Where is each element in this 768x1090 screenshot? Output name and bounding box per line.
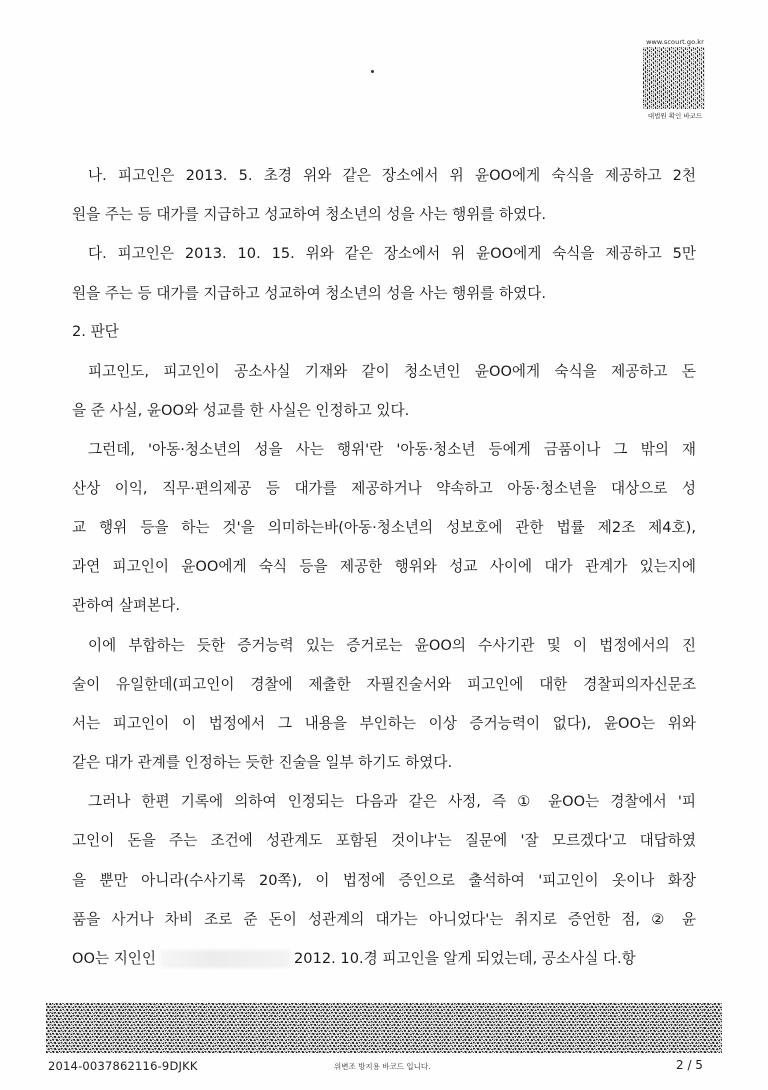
- paragraph-line: 과연 피고인이 윤OO에게 숙식 등을 제공한 행위와 성교 사이에 대가 관계가 있는지에: [72, 558, 696, 575]
- paragraph-line: 품을 사거나 차비 조로 준 돈이 성관계의 대가는 아니었다'는 취지로 증언한 점, ② 윤: [72, 911, 696, 928]
- paragraph-line: 이에 부합하는 듯한 증거능력 있는 증거로는 윤OO의 수사기관 및 이 법정에서의 진: [88, 637, 696, 654]
- paragraph-line: 다. 피고인은 2013. 10. 15. 위와 같은 장소에서 위 윤OO에게 숙식을 제공하고 5만: [88, 245, 696, 262]
- qr-caption-text: 대법원 확인 바코드: [647, 112, 703, 120]
- paragraph-line: 서는 피고인이 이 법정에서 그 내용을 부인하는 이상 증거능력이 없다), 윤OO는 위와: [72, 715, 696, 732]
- paragraph-line: 고인이 돈을 주는 조건에 성관계도 포함된 것이냐'는 질문에 '잘 모르겠다'고 대답하였: [72, 832, 696, 849]
- qr-url-text: www.scourt.go.kr: [646, 38, 704, 46]
- paragraph-line: 그러나 한편 기록에 의하여 인정되는 다음과 같은 사정, 즉 ① 윤OO는 경찰에서 '피: [88, 793, 696, 810]
- section-heading: 2. 판단: [72, 323, 119, 340]
- paragraph-line: 산상 이익, 직무·편의제공 등 대가를 제공하거나 약속하고 아동·청소년을 대상으로 성: [72, 480, 696, 497]
- paragraph-line: 피고인도, 피고인이 공소사실 기재와 같이 청소년인 윤OO에게 숙식을 제공하고 돈: [88, 363, 696, 380]
- paragraph-line: 나. 피고인은 2013. 5. 초경 위와 같은 장소에서 위 윤OO에게 숙식을 제공하고 2천: [88, 167, 696, 184]
- paragraph-line: 그런데, '아동·청소년의 성을 사는 행위'란 '아동·청소년 등에게 금품이나 그 밖의 재: [88, 441, 696, 458]
- paragraph-line: 술이 유일한데(피고인이 경찰에 제출한 자필진술서와 피고인에 대한 경찰피의자신문조: [72, 676, 696, 693]
- anti-forgery-barcode-icon: [46, 1003, 722, 1053]
- redacted-region: [160, 950, 290, 968]
- paragraph-line: 을 뿐만 아니라(수사기록 20쪽), 이 법정에 증인으로 출석하여 '피고인이 옷이나 화장: [72, 872, 696, 889]
- paragraph-line: 교 행위 등을 하는 것'을 의미하는바(아동·청소년의 성보호에 관한 법률 제2조 제4호),: [72, 519, 696, 536]
- line-prefix: OO는 지인인: [72, 950, 157, 967]
- paragraph-line-redacted: [72, 945, 696, 973]
- paragraph-line: 같은 대가 관계를 인정하는 듯한 진술을 일부 하기도 하였다.: [72, 754, 453, 771]
- qr-code-icon: [643, 47, 705, 109]
- paragraph-line: 을 준 사실, 윤OO와 성교를 한 사실은 인정하고 있다.: [72, 402, 410, 419]
- page-number: 2 / 5: [676, 1058, 703, 1072]
- paragraph-line: 관하여 살펴본다.: [72, 597, 180, 614]
- line-suffix: 2012. 10.경 피고인을 알게 되었는데, 공소사실 다.항: [294, 950, 636, 967]
- verification-qr-block: [640, 38, 710, 118]
- barcode-notice: 위변조 방지용 바코드 입니다.: [334, 1062, 431, 1071]
- scan-dot-mark: [371, 70, 374, 73]
- paragraph-line: 원을 주는 등 대가를 지급하고 성교하여 청소년의 성을 사는 행위를 하였다.: [72, 206, 546, 223]
- document-number: 2014-0037862116-9DJKK: [48, 1059, 198, 1073]
- paragraph-line: 원을 주는 등 대가를 지급하고 성교하여 청소년의 성을 사는 행위를 하였다.: [72, 285, 546, 302]
